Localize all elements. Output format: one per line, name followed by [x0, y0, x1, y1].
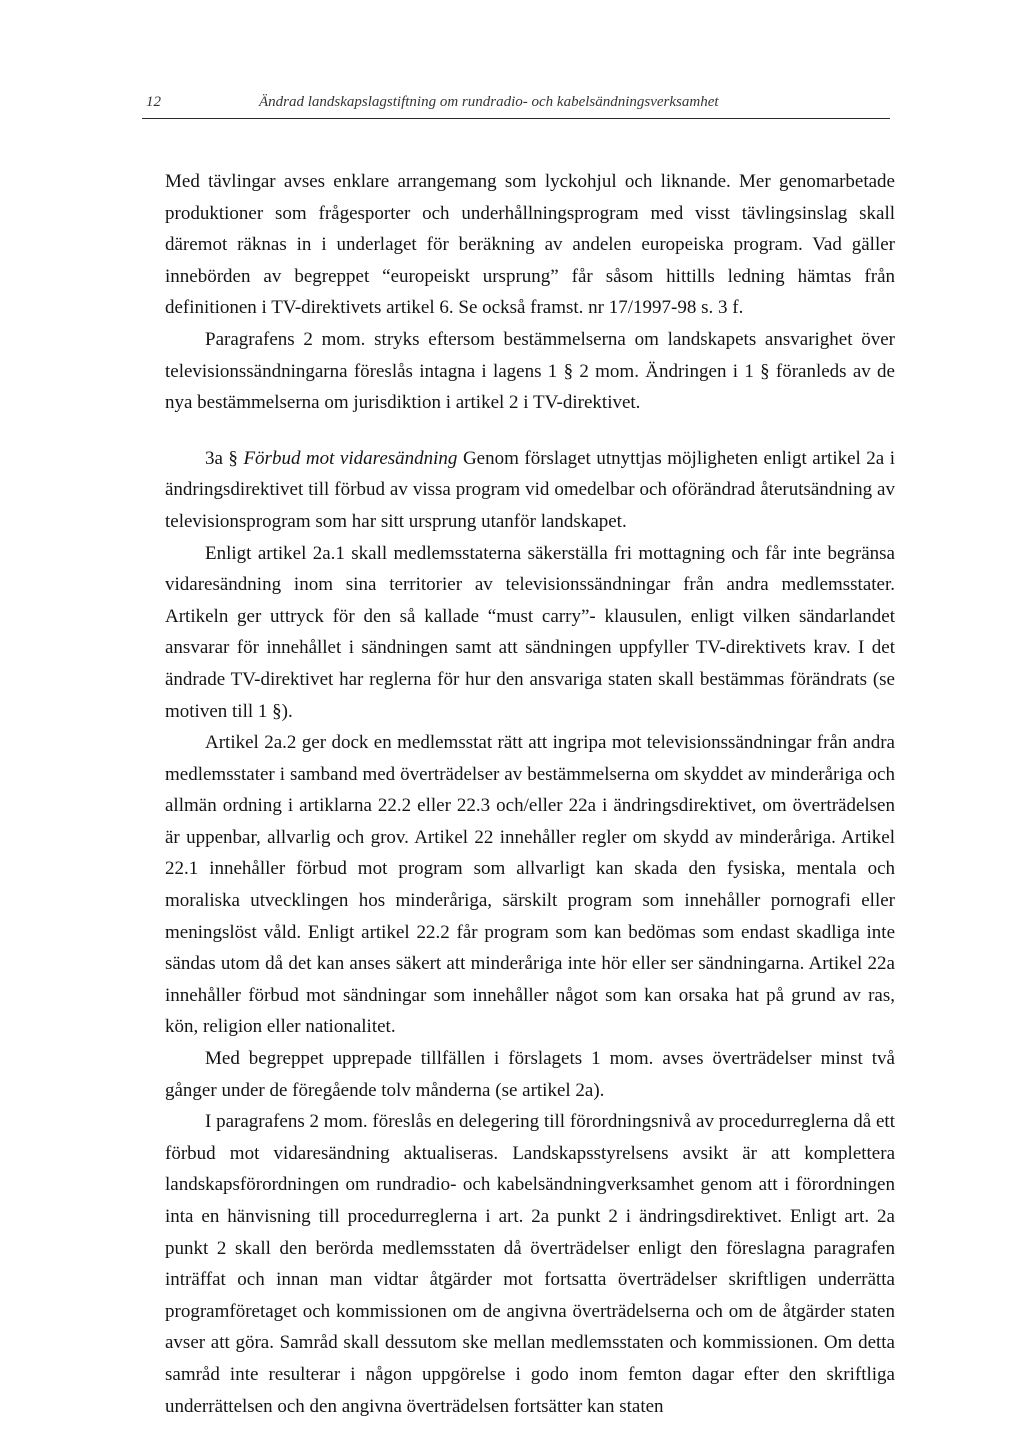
paragraph-article-2a2: Artikel 2a.2 ger dock en medlemsstat rätt att ingripa mot televisionssändningar från andra medlemsstater i samband med överträdelser av bestämmelserna om skyddet av minderåriga och allmän ordning i artiklarna 22.2 eller 22.3 och/eller 22a i ändringsdirektivet, om överträdelsen är uppenbar, allvarlig och grov. Artikel 22 innehåller regler om skydd av minderåriga. Artikel 22.1 innehåller förbud mot program som allvarligt kan skada den fysiska, mentala och moraliska utvecklingen hos minderåriga, särskilt program som innehåller pornografi eller meningslöst våld. Enligt artikel 22.2 får program som kan bedömas som endast skadliga inte sändas utom då det kan anses säkert att minderåriga inte hör eller ser sändningarna. Artikel 22a innehåller förbud mot sändningar som innehåller något som kan orsaka hat på grund av ras, kön, religion eller nationalitet. [165, 732, 895, 1038]
running-header-title: Ändrad landskapslagstiftning om rundradio- och kabelsändningsverksamhet [259, 94, 719, 110]
paragraph-moment-2: Paragrafens 2 mom. stryks eftersom bestämmelserna om landskapets ansvarighet över televisionssändningarna föreslås intagna i lagens 1 § 2 mom. Ändringen i 1 § föranleds av de nya bestämmelserna om jurisdiktion i artikel 2 i TV-direktivet. [165, 328, 895, 414]
paragraph-competitions: Med tävlingar avses enklare arrangemang som lyckohjul och liknande. Mer genomarbetade produktioner som frågesporter och underhållningsprogram med visst tävlingsinslag skall däremot räknas in i underlaget för beräkning av andelen europeiska program. Vad gäller innebörden av begreppet “europeiskt ursprung” får såsom hittills ledning hämtas från definitionen i TV-direktivets artikel 6. Se också framst. nr 17/1997-98 s. 3 f. [165, 171, 895, 319]
paragraph-article-2a1: Enligt artikel 2a.1 skall medlemsstaterna säkerställa fri mottagning och får inte begränsa vidaresändning inom sina territorier av televisionssändningar från andra medlemsstater. Artikeln ger uttryck för den så kallade “must carry”- klausulen, enligt vilken sändarlandet ansvarar för innehållet i sändningen samt att sändningen uppfyller TV-direktivets krav. I det ändrade TV-direktivet har reglerna för hur den ansvariga staten skall bestämmas förändrats (se motiven till 1 §). [165, 542, 895, 722]
section-gap [165, 419, 895, 443]
running-header [142, 88, 890, 119]
body-text [165, 166, 895, 1422]
section-3a-label: 3a § [205, 447, 238, 469]
section-3a-intro-text: Genom förslaget utnyttjas möjligheten enligt artikel 2a i ändringsdirektivet till förbud av vissa program vid omedelbar och oförändrad återutsändning av televisionsprogram som har sitt ursprung utanför landskapet. [165, 447, 896, 532]
section-3a-heading: Förbud mot vidaresändning [243, 447, 458, 469]
paragraph-repeated-occasions: Med begreppet upprepade tillfällen i förslagets 1 mom. avses överträdelser minst två gånger under de föregående tolv månderna (se artikel 2a). [165, 1048, 895, 1101]
page-number: 12 [146, 94, 161, 110]
section-3a-intro [165, 443, 895, 538]
paragraph-delegation: I paragrafens 2 mom. föreslås en delegering till förordningsnivå av procedurreglerna då ett förbud mot vidaresändning aktualiseras. Landskapsstyrelsens avsikt är att komplettera landskapsförordningen om rundradio- och kabelsändningverksamhet genom att i förordningen inta en hänvisning till procedurreglerna i art. 2a punkt 2 i ändringsdirektivet. Enligt art. 2a punkt 2 skall den berörda medlemsstaten då överträdelser enligt den föreslagna paragrafen inträffat och innan man vidtar åtgärder mot fortsatta överträdelser skriftligen underrätta programföretaget och kommissionen om de angivna överträdelserna och om de åtgärder staten avser att göra. Samråd skall dessutom ske mellan medlemsstaten och kommissionen. Om detta samråd inte resulterar i någon uppgörelse i godo inom femton dagar efter den skriftliga underrättelsen och den angivna överträdelsen fortsätter kan staten [165, 1111, 895, 1417]
